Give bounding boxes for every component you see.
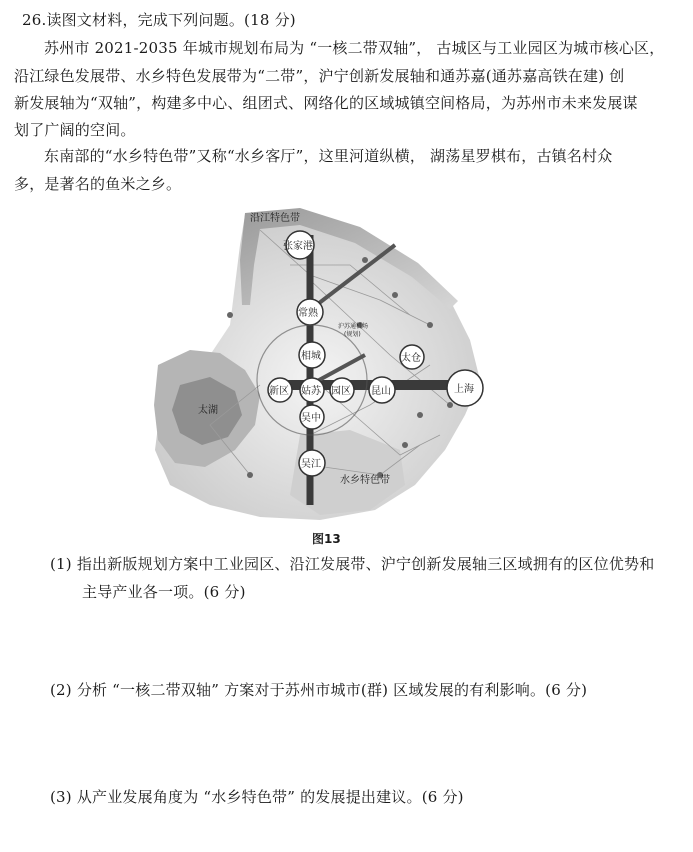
- subquestion-2: (2) 分析 “一核二带双轴” 方案对于苏州市城市(群) 区域发展的有利影响。(6 分): [50, 681, 588, 699]
- label-gusu: 姑苏: [301, 386, 321, 397]
- label-xiangcheng: 相城: [301, 351, 321, 362]
- label-taihu: 太湖: [198, 405, 218, 416]
- label-wuzhong: 吴中: [301, 413, 321, 424]
- label-zhangjiagang: 张家港: [283, 241, 313, 252]
- material-paragraph-1-line-4: 划了广阔的空间。: [14, 121, 136, 139]
- material-paragraph-1-line-1: 苏州市 2021-2035 年城市规划布局为 “一核二带双轴”， 古城区与工业园区为城市核心区，: [44, 39, 665, 57]
- subquestion-3: (3) 从产业发展角度为 “水乡特色带” 的发展提出建议。(6 分): [50, 788, 464, 806]
- label-belt-river: 沿江特色带: [250, 213, 300, 224]
- material-paragraph-2-line-1: 东南部的“水乡特色带”又称“水乡客厅”，这里河道纵横， 湖荡星罗棋布，古镇名村众: [44, 147, 613, 165]
- subquestion-1-line-1: (1) 指出新版规划方案中工业园区、沿江发展带、沪宁创新发展轴三区域拥有的区位优势和: [50, 555, 655, 573]
- label-airport-note: (规划): [344, 331, 361, 338]
- label-belt-water: 水乡特色带: [340, 475, 390, 486]
- label-shanghai: 上海: [454, 384, 474, 395]
- label-taicang: 太仓: [401, 353, 421, 364]
- question-title: 26.读图文材料，完成下列问题。(18 分): [22, 11, 296, 29]
- subquestion-1-line-2: 主导产业各一项。(6 分): [82, 583, 246, 601]
- material-paragraph-1-line-3: 新发展轴为“双轴”，构建多中心、组团式、网络化的区域城镇空间格局，为苏州市未来发展谋: [14, 94, 638, 112]
- label-xinqu: 新区: [269, 386, 289, 397]
- label-airport: 沪苏通机场: [338, 323, 369, 330]
- figure-caption: 图13: [312, 532, 341, 546]
- material-paragraph-2-line-2: 多，是著名的鱼米之乡。: [14, 175, 182, 193]
- label-wujiang: 吴江: [301, 459, 321, 470]
- material-paragraph-1-line-2: 沿江绿色发展带、水乡特色发展带为“二带”，沪宁创新发展轴和通苏嘉(通苏嘉高铁在建) 创: [14, 67, 625, 85]
- label-kunshan: 昆山: [371, 386, 391, 397]
- label-changshu: 常熟: [298, 308, 318, 319]
- suzhou-planning-map: [150, 205, 500, 525]
- label-yuanqu: 园区: [331, 386, 351, 397]
